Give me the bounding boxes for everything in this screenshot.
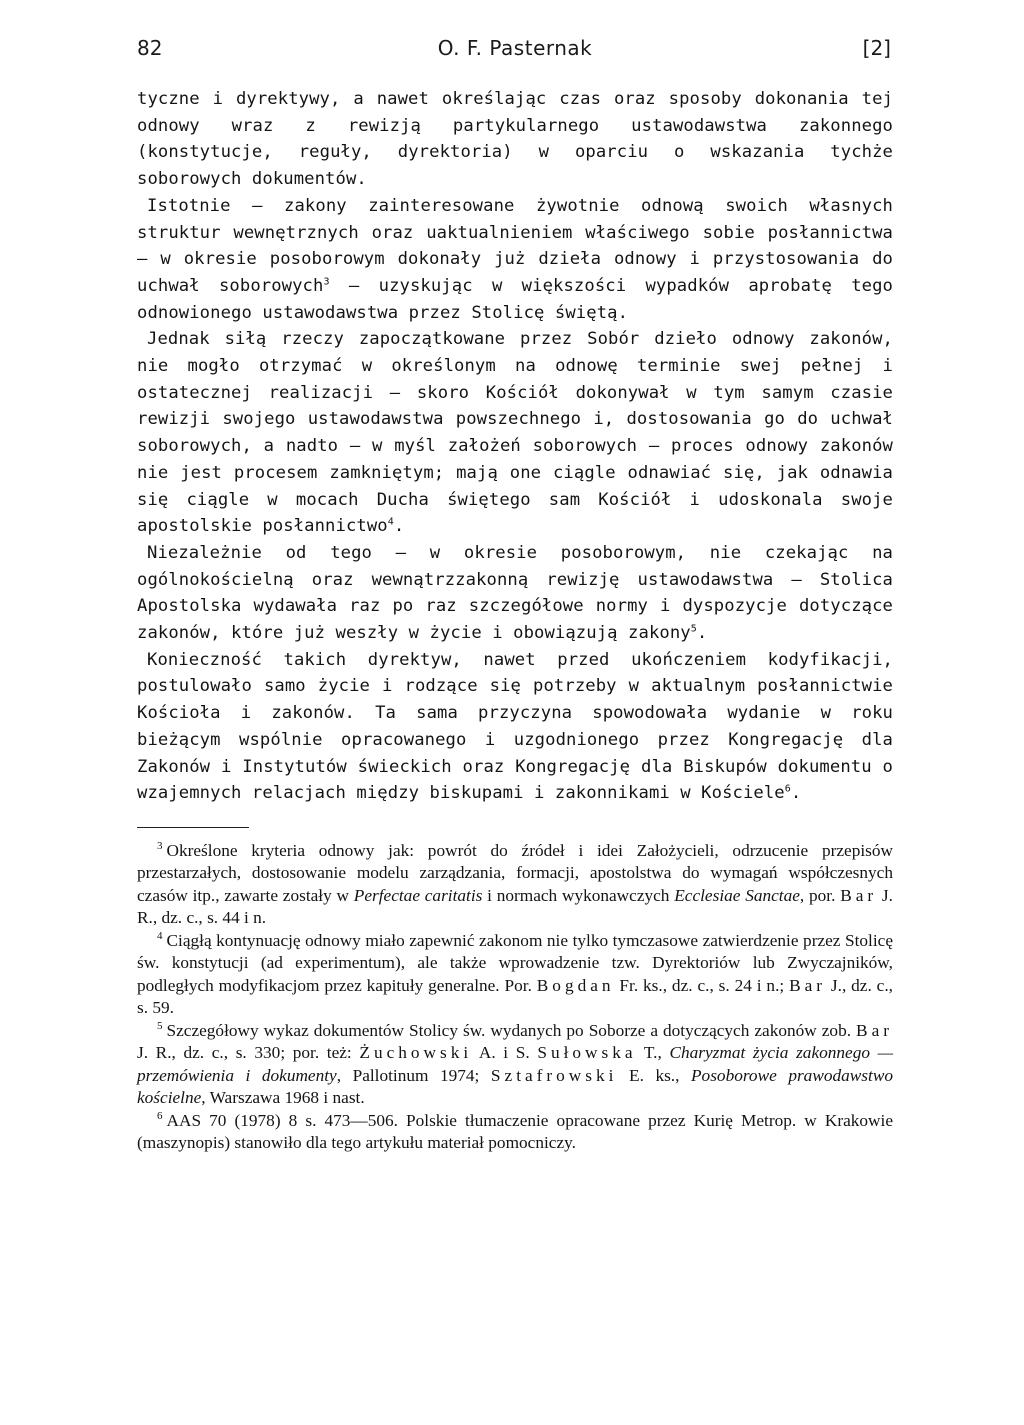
- footnote-ref-6[interactable]: 6: [784, 783, 791, 795]
- paragraph-2: [137, 193, 893, 327]
- footnote-text: AAS 70 (1978) 8 s. 473—506. Polskie tłumaczenie opracowane przez Kurię Metrop. w Krakowie (maszynopis) stanowiło dla tego artykułu materiał pomocniczy.: [137, 1110, 893, 1153]
- footnote-text: Określone kryteria odnowy jak: powrót do źródeł i idei Założycieli, odrzucenie przepisów przestarzałych, dostosowanie modelu zarządzania, formacji, apostolstwa do wymagań współczesnych czasów itp., zawarte zostały w: [137, 840, 893, 905]
- running-head-author: O. F. Pasternak: [437, 36, 593, 60]
- footnotes: [137, 840, 893, 1155]
- footnote-text: J. R., dz. c., s. 330; por. też:: [137, 1043, 360, 1063]
- footnote-4: [137, 930, 893, 1020]
- footnote-text: E. ks.,: [617, 1065, 691, 1085]
- footnote-author-spaced: Bar: [789, 975, 827, 995]
- footnote-number: 6: [157, 1110, 163, 1123]
- footnote-ref-5[interactable]: 5: [690, 623, 697, 635]
- footnote-author-spaced: Żuchowski: [359, 1043, 473, 1063]
- paragraph-4: [137, 540, 893, 647]
- paragraph-3-text-a: Jednak siłą rzeczy zapoczątkowane przez Sobór dzieło odnowy zakonów, nie mogło otrzymać w określonym na odnowę terminie swej pełnej i ostatecznej realizacji — skoro Kościół dokonywał w tym samym czasie rewizji swojego ustawodawstwa powszechnego i, dostosowania go do uchwał soborowych, a nadto — w myśl założeń soborowych — proces odnowy zakonów nie jest procesem zamkniętym; mają one ciągle odnawiać się, jak odnawia się ciągle w mocach Ducha świętego sam Kościół i udoskonala swoje apostolskie posłannictwo: [137, 329, 893, 537]
- paragraph-5: [137, 647, 893, 807]
- page-number: 82: [137, 36, 163, 60]
- footnote-author-spaced: Bar: [856, 1020, 893, 1040]
- footnote-separator: [137, 827, 249, 828]
- footnote-text: , Pallotinum 1974;: [336, 1065, 491, 1085]
- footnote-text: Fr. ks., dz. c., s. 24 i n.;: [614, 975, 790, 995]
- paragraph-2-text-a: Istotnie — zakony zainteresowane żywotnie odnową swoich własnych struktur wewnętrznych oraz uaktualnieniem właściwego sobie posłannictwa — w okresie posoborowym dokonały już dzieła odnowy i przystosowania do uchwał soborowych: [137, 195, 893, 296]
- paragraph-5-text-b: .: [790, 783, 802, 804]
- footnote-ref-3[interactable]: 3: [323, 276, 330, 288]
- footnote-number: 5: [157, 1020, 163, 1033]
- footnote-number: 4: [157, 930, 163, 943]
- section-marker: [2]: [862, 36, 891, 60]
- paragraph-3-text-b: .: [393, 516, 405, 537]
- running-head: [137, 30, 893, 66]
- footnote-text: A. i S.: [472, 1043, 538, 1063]
- footnote-title-italic: Posoborowe prawodawstwo kościelne: [137, 1065, 893, 1108]
- page: [137, 30, 893, 1155]
- footnote-text: , por.: [799, 885, 841, 905]
- footnote-5: [137, 1020, 893, 1110]
- paragraph-3: [137, 326, 893, 540]
- footnote-author-spaced: Bar: [840, 885, 878, 905]
- footnote-number: 3: [157, 840, 163, 853]
- footnote-author-spaced: Bogdan: [536, 975, 615, 995]
- footnote-title-italic: Ecclesiae Sanctae: [674, 885, 800, 905]
- paragraph-1: tyczne i dyrektywy, a nawet określając czas oraz sposoby dokonania tej odnowy wraz z rewizją partykularnego ustawodawstwa zakonnego (konstytucje, reguły, dyrektoria) w oparciu o wskazania tychże soborowych dokumentów.: [137, 89, 893, 190]
- footnote-6: [137, 1110, 893, 1155]
- paragraph-4-text-b: .: [696, 623, 708, 644]
- footnote-text: i normach wykonawczych: [482, 885, 675, 905]
- paragraph-2-text-b: — uzyskując w większości wypadków aprobatę tego odnowionego ustawodawstwa przez Stolicę świętą.: [137, 275, 893, 323]
- footnote-3: [137, 840, 893, 930]
- paragraph-5-text-a: Konieczność takich dyrektyw, nawet przed ukończeniem kodyfikacji, postulowało samo życie i rodzące się potrzeby w aktualnym posłannictwie Kościoła i zakonów. Ta sama przyczyna spowodowała wydanie w roku bieżącym wspólnie opracowanego i uzgodnionego przez Kongregację dla Zakonów i Instytutów świeckich oraz Kongregację dla Biskupów dokumentu o wzajemnych relacjach między biskupami i zakonnikami w Kościele: [137, 649, 893, 804]
- footnote-title-italic: Perfectae caritatis: [353, 885, 483, 905]
- paragraph-4-text-a: Niezależnie od tego — w okresie posoborowym, nie czekając na ogólnokościelną oraz wewnątrzzakonną rewizję ustawodawstwa — Stolica Apostolska wydawała raz po raz szczegółowe normy i dyspozycje dotyczące zakonów, które już weszły w życie i obowiązują zakony: [137, 542, 893, 644]
- footnote-text: , Warszawa 1968 i nast.: [201, 1088, 365, 1108]
- footnote-text: Szczegółowy wykaz dokumentów Stolicy św. wydanych po Soborze a dotyczących zakonów zob.: [166, 1020, 857, 1040]
- footnote-text: Ciągłą kontynuację odnowy miało zapewnić zakonom nie tylko tymczasowe zatwierdzenie przez Stolicę św. konstytucji (ad experimentum), ale także wprowadzenie tzw. Dyrektoriów lub Zwyczajników, podległych modyfikacjom przez kapituły generalne. Por.: [137, 930, 893, 995]
- footnote-text: T.,: [636, 1043, 670, 1063]
- footnote-title-italic: Charyzmat życia zakonnego — przemówienia i dokumenty: [137, 1043, 893, 1085]
- footnote-author-spaced: Sułowska: [537, 1043, 637, 1063]
- footnote-author-spaced: Sztafrowski: [490, 1065, 618, 1085]
- footnote-ref-4[interactable]: 4: [387, 516, 394, 528]
- footnote-text: J. R., dz. c., s. 44 i n.: [137, 885, 893, 928]
- footnote-text: J., dz. c., s. 59.: [137, 975, 893, 1018]
- body-text: [137, 86, 893, 807]
